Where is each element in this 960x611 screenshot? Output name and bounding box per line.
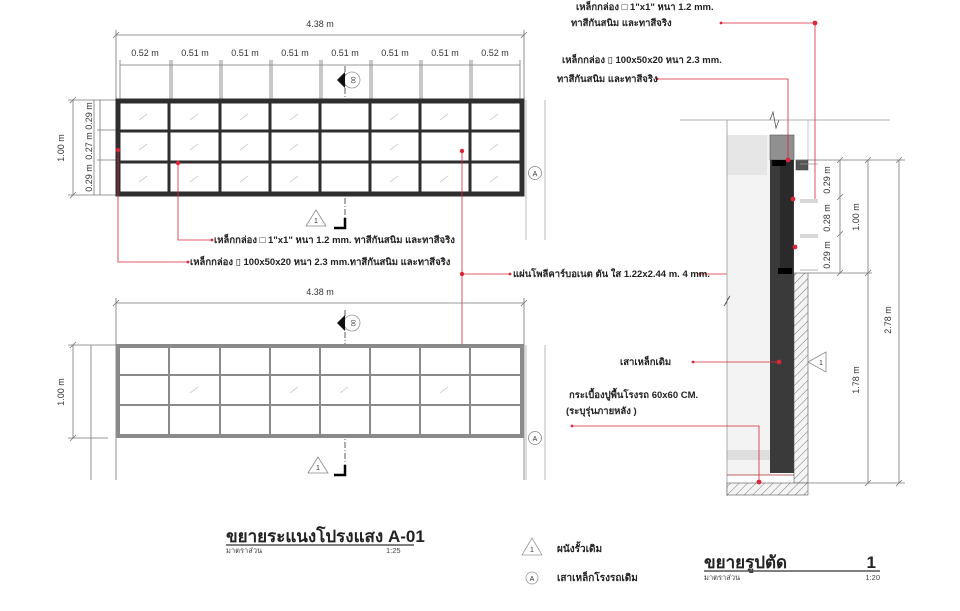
overall-height-label-bottom: 1.00 m — [56, 378, 66, 406]
existing-post-cap — [770, 135, 794, 160]
section-note-tile-line2: (ระบุรุ่นภายหลัง ) — [566, 406, 637, 417]
bay-width-1: 0.52 m — [131, 48, 159, 58]
row-height-2: 0.27 m — [84, 132, 94, 160]
elevation-title: ขยายระแนงโปรงแสง A-01 — [226, 527, 425, 546]
row-height-1: 0.29 m — [84, 102, 94, 130]
svg-text:00: 00 — [349, 319, 355, 327]
bay-dimension-line — [120, 60, 520, 100]
legend-item-wall — [522, 538, 602, 555]
column-guide-lines-bottom — [526, 345, 545, 480]
height-dimension-bottom — [68, 342, 116, 480]
bay-width-2: 0.51 m — [181, 48, 209, 58]
section-dim-2: 0.28 m — [822, 204, 832, 232]
elevation-title-block — [226, 526, 425, 555]
svg-text:00: 00 — [349, 76, 355, 84]
svg-text:1: 1 — [530, 547, 534, 554]
overall-width-label-bottom: 4.38 m — [306, 287, 334, 297]
elevation-scale: 1:25 — [386, 546, 401, 555]
bay-width-4: 0.51 m — [281, 48, 309, 58]
section-note-steel-100x50-line1: เหล็กกล่อง ▯ 100x50x20 หนา 2.3 mm. — [562, 55, 722, 66]
bay-width-8: 0.52 m — [481, 48, 509, 58]
wall-tag-1 — [306, 210, 345, 228]
legend-label-column: เสาเหล็กโรงรถเดิม — [557, 573, 638, 584]
note-polycarbonate: แผ่นโพลีคาร์บอเนต ตัน ใส 1.22x2.44 m. 4 mm. — [513, 269, 710, 280]
existing-wall-background — [727, 135, 770, 475]
elevation-top — [56, 19, 790, 388]
section-note-tile-line1: กระเบื้องปูพื้นโรงรถ 60x60 CM. — [569, 390, 699, 401]
section-wall-tag-1 — [808, 352, 826, 372]
section-dim-3: 0.29 m — [822, 241, 832, 269]
svg-text:1: 1 — [316, 465, 320, 472]
legend — [522, 538, 638, 584]
existing-wall-hatch — [794, 273, 808, 483]
svg-text:A: A — [532, 171, 538, 178]
section-title: ขยายรูปตัด — [704, 553, 788, 572]
bay-width-6: 0.51 m — [381, 48, 409, 58]
floor-slab-hatch — [727, 483, 808, 495]
steel-frame-panel — [118, 101, 522, 194]
column-tag-a-bottom — [529, 432, 542, 445]
section-note-steel-100x50-line2: ทาสีกันสนิม และทาสีจริง — [557, 74, 658, 85]
section-note-steel-1x1-line1: เหล็กกล่อง □ 1"x1" หนา 1.2 mm. — [576, 2, 714, 13]
section-dim-lower: 1.78 m — [851, 366, 861, 394]
section-scale: 1:20 — [865, 573, 880, 582]
section-dim-total: 2.78 m — [883, 306, 893, 334]
elevation-scale-label: มาตราส่วน — [226, 546, 263, 555]
legend-item-column — [526, 570, 638, 584]
section-note-steel-1x1-line2: ทาสีกันสนิม และทาสีจริง — [571, 18, 672, 29]
elevation-bottom — [56, 287, 545, 480]
svg-text:A: A — [529, 576, 535, 583]
row-height-3: 0.29 m — [84, 164, 94, 192]
steel-frame-panel-grey — [118, 346, 522, 436]
section-dim-panel: 1.00 m — [851, 203, 861, 231]
note-steel-100x50: เหล็กกล่อง ▯ 100x50x20 หนา 2.3 mm.ทาสีกันสนิม และทาสีจริง — [190, 257, 451, 268]
svg-text:1: 1 — [819, 360, 823, 367]
overall-width-label: 4.38 m — [306, 19, 334, 29]
overall-height-label: 1.00 m — [56, 134, 66, 162]
section-scale-label: มาตราส่วน — [704, 573, 741, 582]
bay-width-5: 0.51 m — [331, 48, 359, 58]
svg-text:A: A — [532, 436, 538, 443]
section-note-column: เสาเหล็กเดิม — [620, 357, 672, 368]
section-detail — [557, 0, 905, 496]
legend-label-wall: ผนังรั้วเดิม — [557, 544, 603, 555]
section-number: 1 — [866, 553, 876, 572]
note-steel-1x1: เหล็กกล่อง □ 1"x1" หนา 1.2 mm. ทาสีกันสนิม และทาสีจริง — [214, 235, 455, 246]
wall-tag-1-bottom — [308, 457, 345, 475]
column-tag-a — [529, 167, 542, 180]
section-title-block — [704, 553, 880, 582]
section-dim-1: 0.29 m — [822, 166, 832, 194]
bay-width-7: 0.51 m — [431, 48, 459, 58]
bay-width-3: 0.51 m — [231, 48, 259, 58]
svg-text:1: 1 — [314, 218, 318, 225]
